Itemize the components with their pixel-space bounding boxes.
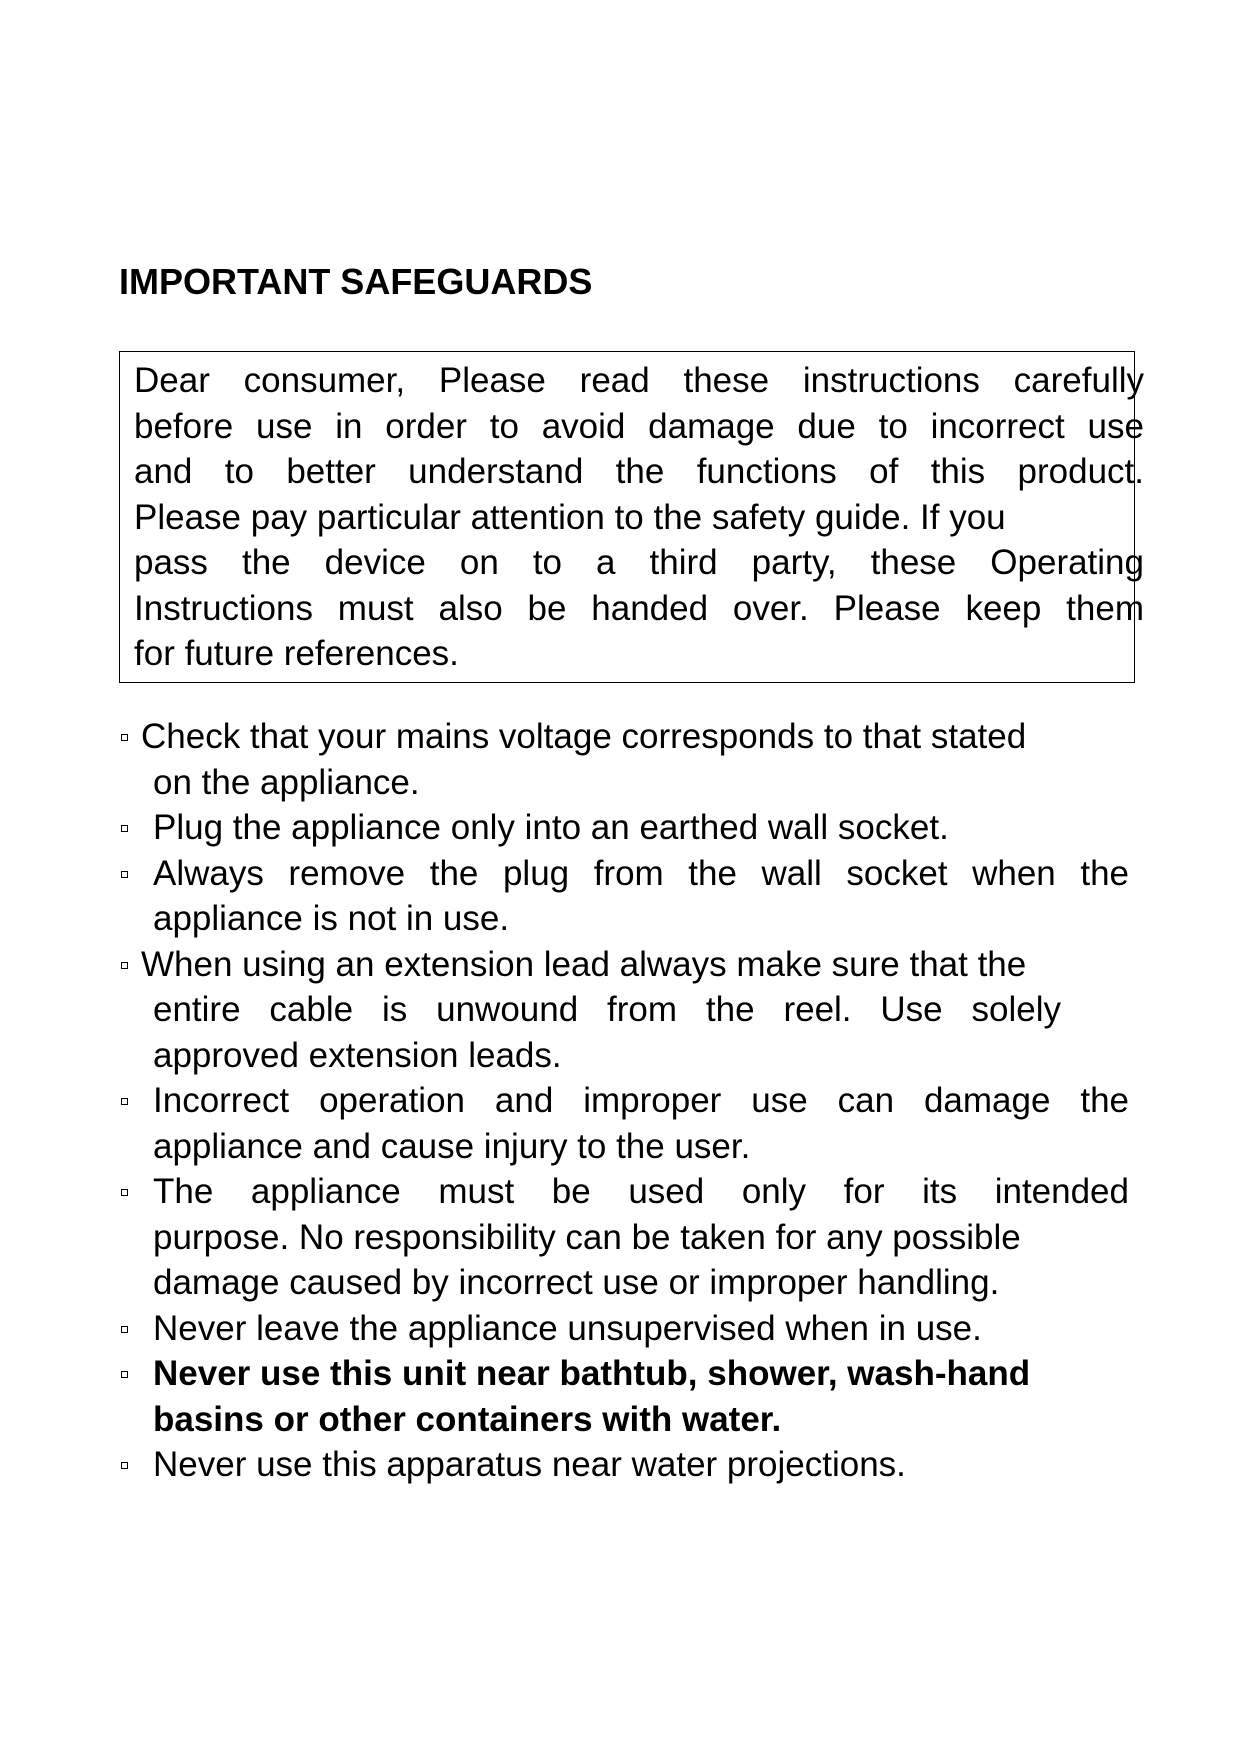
list-item: [119, 1078, 1129, 1169]
checkbox-bullet-icon: [121, 962, 128, 969]
list-item-line: approved extension leads.: [153, 1035, 562, 1075]
list-item-line: purpose. No responsibility can be taken for any possible: [153, 1217, 1021, 1257]
list-item-line: Never use this unit near bathtub, shower, wash-hand: [153, 1354, 1031, 1393]
list-item-line: basins or other containers with water.: [153, 1399, 782, 1439]
list-item-line: When using an extension lead always make sure that the: [141, 944, 1027, 984]
intro-line: Dear consumer, Please read these instructions carefully: [134, 361, 1144, 400]
checkbox-bullet-icon: [121, 734, 128, 741]
checkbox-bullet-icon: [121, 1371, 128, 1378]
list-item-line: damage caused by incorrect use or improper handling.: [153, 1263, 1000, 1302]
list-item: [119, 851, 1129, 942]
checkbox-bullet-icon: [121, 871, 128, 878]
list-item: [119, 1351, 1129, 1442]
checkbox-bullet-icon: [121, 1098, 128, 1105]
checkbox-bullet-icon: [121, 1326, 128, 1333]
list-item-line: Incorrect operation and improper use can damage the: [153, 1081, 1129, 1120]
intro-line: for future references.: [134, 634, 459, 673]
list-item-line: on the appliance.: [153, 762, 420, 802]
intro-line: pass the device on to a third party, these Operating: [134, 543, 1144, 582]
intro-line: Please pay particular attention to the safety guide. If you: [134, 497, 1006, 537]
intro-notice-text: [134, 358, 1144, 677]
intro-notice-box: [119, 351, 1144, 683]
list-item: [119, 942, 1129, 1079]
list-item-line: The appliance must be used only for its intended: [153, 1172, 1129, 1211]
list-item: [119, 1306, 1129, 1352]
list-item: [119, 714, 1129, 805]
intro-line: and to better understand the functions of this product.: [134, 452, 1144, 491]
checkbox-bullet-icon: [121, 825, 128, 832]
intro-line: before use in order to avoid damage due to incorrect use: [134, 406, 1144, 446]
checkbox-bullet-icon: [121, 1189, 128, 1196]
list-item-line: Always remove the plug from the wall socket when the: [153, 853, 1129, 893]
safeguards-list: [119, 714, 1129, 1488]
list-item-line: entire cable is unwound from the reel. Use solely: [153, 990, 1061, 1029]
list-item: [119, 1442, 1129, 1488]
list-item-line: Check that your mains voltage corresponds to that stated: [141, 717, 1027, 756]
intro-line: Instructions must also be handed over. Please keep them: [134, 588, 1144, 628]
list-item-line: Plug the appliance only into an earthed wall socket.: [153, 808, 949, 847]
list-item: [119, 805, 1129, 851]
list-item: [119, 1169, 1129, 1306]
list-item-line: appliance is not in use.: [153, 899, 510, 938]
checkbox-bullet-icon: [121, 1462, 128, 1469]
list-item-line: appliance and cause injury to the user.: [153, 1126, 751, 1166]
list-item-line: Never leave the appliance unsupervised when in use.: [153, 1308, 982, 1348]
list-item-line: Never use this apparatus near water projections.: [153, 1445, 906, 1484]
page-title: IMPORTANT SAFEGUARDS: [119, 261, 593, 302]
